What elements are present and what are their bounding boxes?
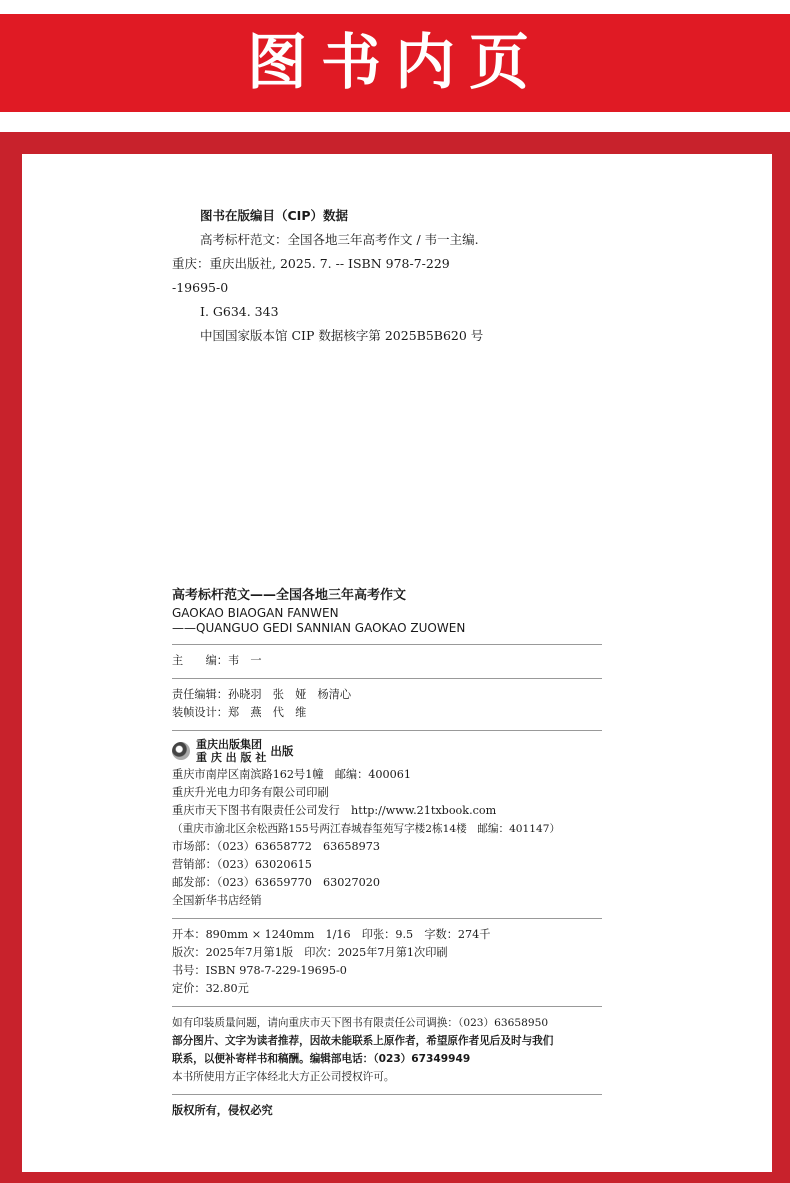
divider bbox=[172, 644, 602, 645]
publisher-house: 重 庆 出 版 社 bbox=[196, 751, 267, 764]
notice-line: 本书所使用方正字体经北大方正公司授权许可。 bbox=[172, 1071, 395, 1083]
cover-designers: 装帧设计：郑 燕 代 维 bbox=[172, 706, 307, 719]
book-subtitle-en: ——QUANGUO GEDI SANNIAN GAOKAO ZUOWEN bbox=[172, 621, 466, 635]
divider bbox=[172, 1094, 602, 1095]
notice-bold: 部分图片、文字为读者推荐，因故未能联系上原作者，希望原作者见后及时与我们 bbox=[172, 1035, 554, 1047]
address-line: 市场部：（023）63658772 63658973 bbox=[172, 840, 380, 853]
book-title-cn: 高考标杆范文——全国各地三年高考作文 bbox=[172, 588, 407, 603]
cip-block bbox=[172, 204, 483, 348]
address-line: 重庆市南岸区南滨路162号1幢 邮编：400061 bbox=[172, 768, 411, 781]
address-line: 营销部：（023）63020615 bbox=[172, 858, 312, 871]
publisher-logo-icon bbox=[172, 742, 190, 760]
notice-line: 如有印装质量问题，请向重庆市天下图书有限责任公司调换：（023）63658950 bbox=[172, 1017, 549, 1029]
publisher-suffix: 出版 bbox=[270, 744, 294, 758]
chief-editor: 主 编：韦 一 bbox=[172, 654, 262, 667]
top-banner bbox=[0, 14, 790, 112]
responsible-editors: 责任编辑：孙晓羽 张 娅 杨清心 bbox=[172, 688, 352, 701]
colophon bbox=[172, 586, 602, 1120]
address-line: 重庆升光电力印务有限公司印刷 bbox=[172, 786, 329, 799]
spec-line: 书号：ISBN 978-7-229-19695-0 bbox=[172, 964, 347, 977]
address-line: （重庆市渝北区余松西路155号两江春城春玺苑写字楼2栋14楼 邮编：401147） bbox=[172, 823, 561, 835]
divider bbox=[172, 918, 602, 919]
publisher-group: 重庆出版集团 bbox=[196, 738, 262, 751]
page-frame bbox=[0, 132, 790, 1183]
copyright-notice: 版权所有，侵权必究 bbox=[172, 1104, 273, 1117]
notice-bold: 联系，以便补寄样书和稿酬。编辑部电话：（023）67349949 bbox=[172, 1053, 471, 1065]
cip-line: -19695-0 bbox=[172, 280, 229, 295]
spec-line: 版次：2025年7月第1版 印次：2025年7月第1次印刷 bbox=[172, 946, 448, 959]
address-line: 重庆市天下图书有限责任公司发行 http://www.21txbook.com bbox=[172, 804, 497, 817]
cip-line: Ⅰ. G634. 343 bbox=[200, 304, 279, 319]
address-line: 全国新华书店经销 bbox=[172, 894, 262, 907]
price-line: 定价：32.80元 bbox=[172, 982, 249, 995]
spec-line: 开本：890mm × 1240mm 1/16 印张：9.5 字数：274千 bbox=[172, 928, 491, 941]
book-title-en: GAOKAO BIAOGAN FANWEN bbox=[172, 606, 339, 620]
cip-heading: 图书在版编目（CIP）数据 bbox=[200, 208, 348, 223]
cip-line: 高考标杆范文：全国各地三年高考作文 / 韦一主编. bbox=[200, 232, 479, 247]
cip-line: 中国国家版本馆 CIP 数据核字第 2025B5B620 号 bbox=[200, 328, 484, 343]
copyright-page bbox=[22, 154, 772, 1172]
divider bbox=[172, 730, 602, 731]
divider bbox=[172, 678, 602, 679]
banner-title: 图书内页 bbox=[247, 28, 543, 98]
address-line: 邮发部：（023）63659770 63027020 bbox=[172, 876, 380, 889]
cip-line: 重庆：重庆出版社, 2025. 7. -- ISBN 978-7-229 bbox=[172, 256, 450, 271]
publisher-mark bbox=[172, 738, 602, 764]
divider bbox=[172, 1006, 602, 1007]
